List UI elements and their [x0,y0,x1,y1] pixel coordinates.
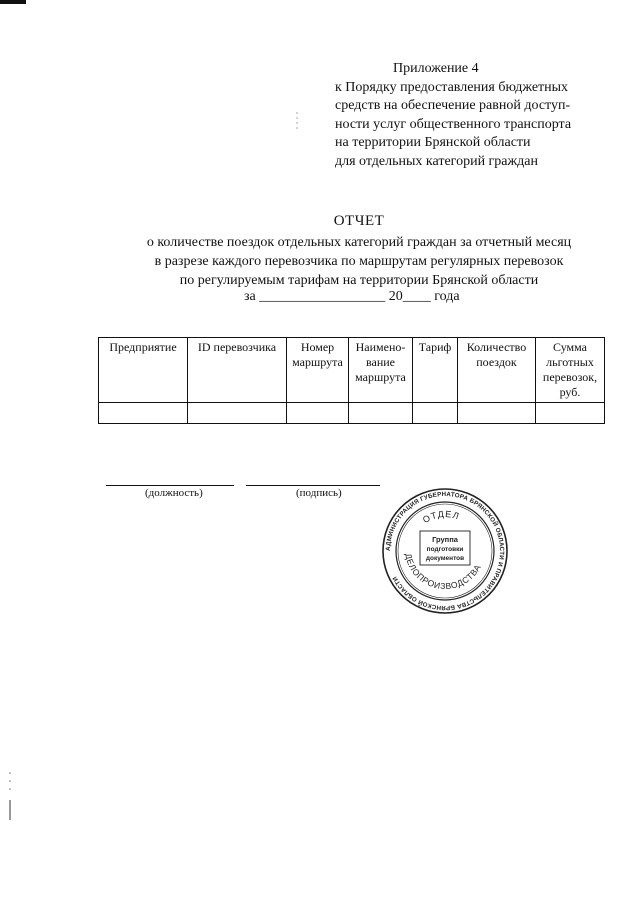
report-header [0,212,640,290]
stamp-center-line: подготовки [426,546,464,553]
table-cell [413,403,458,424]
col-benefit-sum: Сумма льготных перевозок, руб. [536,338,605,403]
appendix-line: на территории Брянской области [335,135,531,150]
report-table [98,337,605,424]
table-cell [188,403,287,424]
table-cell [536,403,605,424]
table-row [99,403,605,424]
svg-text:ОТДЕЛ [421,509,461,525]
table-cell [287,403,349,424]
report-period: за __________________ 20____ года [244,289,460,304]
col-route-name: Наимено-вание маршрута [349,338,413,403]
appendix-line: ности услуг общественного транспорта [335,116,572,132]
stamp-bottom-text: ДЕЛОПРОИЗВОДСТВА [403,552,483,592]
stamp-top-text: ОТДЕЛ [421,508,461,526]
appendix-line: к Порядку предоставления бюджетных [335,79,569,95]
signature-label: (подпись) [296,487,342,499]
signature-line [246,485,380,486]
position-label: (должность) [145,487,203,499]
table-cell [349,403,413,424]
appendix-line: средств на обеспечение равной доступ- [335,98,571,113]
stamp-center-line: Группа [432,535,458,544]
appendix-line: для отдельных категорий граждан [335,153,539,169]
report-subtitle-line: о количестве поездок отдельных категорий граждан за отчетный месяц [146,235,572,250]
scan-margin-marks [8,770,12,822]
report-subtitle-line: в разрезе каждого перевозчика по маршрутам регулярных перевозок [154,254,564,269]
position-line [106,485,234,486]
col-trip-count: Количество поездок [458,338,536,403]
col-carrier-id: ID перевозчика [188,338,287,403]
scan-corner-mark [0,0,26,4]
official-stamp [381,487,509,615]
appendix-block [335,60,571,171]
col-tariff: Тариф [413,338,458,403]
col-route-number: Номер маршрута [287,338,349,403]
scan-artifact [296,112,298,130]
report-heading: ОТЧЕТ [333,213,385,229]
table-header-row [99,338,605,403]
table-cell [99,403,188,424]
col-enterprise: Предприятие [99,338,188,403]
appendix-title: Приложение 4 [393,61,479,76]
report-subtitle-line: по регулируемым тарифам на территории Брянской области [179,273,539,288]
stamp-center-line: документов [425,555,465,562]
stamp-outer-text: АДМИНИСТРАЦИЯ ГУБЕРНАТОРА БРЯНСКОЙ ОБЛАСТИ И ПРАВИТЕЛЬСТВА БРЯНСКОЙ ОБЛАСТИ [384,490,506,612]
table-cell [458,403,536,424]
